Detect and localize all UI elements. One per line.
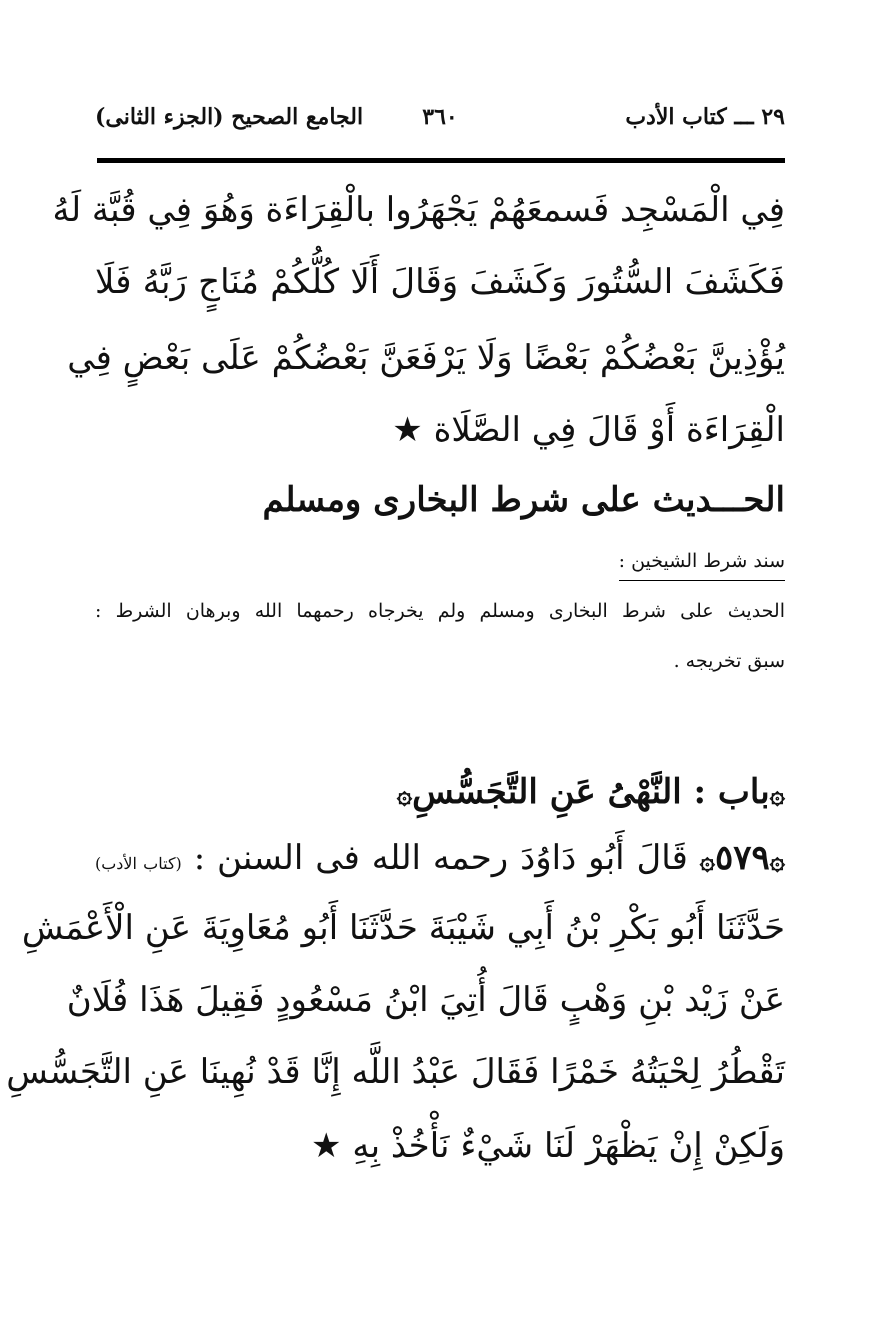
hadith-intro: قَالَ أَبُو دَاوُدَ رحمه الله فى السنن : xyxy=(193,838,688,878)
source-reference: (كتاب الأدب) xyxy=(95,854,182,873)
text-line: فِي الْمَسْجِد فَسمعَهُمْ يَجْهَرُوا بالْقِرَاءَة وَهُوَ فِي قُبَّة لَهُ xyxy=(52,190,785,230)
ornament-icon: ۞ xyxy=(769,780,785,810)
text-line: تَقْطُرُ لِحْيَتُهُ خَمْرًا فَقَالَ عَبْدُ اللَّه إِنَّا قَدْ نُهِينَا عَنِ التَّجَسُّسِ xyxy=(6,1052,785,1092)
chapter-title-text: باب : النَّهْىُ عَنِ التَّجَسُّسِ xyxy=(412,772,770,812)
note-line: سبق تخريجه . xyxy=(673,650,785,672)
running-chapter: ٢٩ ـــ كتاب الأدب xyxy=(625,104,785,130)
text-line: الْقِرَاءَة أَوْ قَالَ فِي الصَّلَاة ★ xyxy=(392,410,785,450)
text-line: فَكَشَفَ السُّتُورَ وَكَشَفَ وَقَالَ أَلَا كُلُّكُمْ مُنَاجٍ رَبَّهُ فَلَا xyxy=(95,262,785,302)
ornament-icon: ۞ xyxy=(699,846,715,876)
text-line: وَلَكِنْ إِنْ يَظْهَرْ لَنَا شَيْءٌ نَأْخُذْ بِهِ ★ xyxy=(311,1126,785,1166)
sanad-heading: سند شرط الشيخين : xyxy=(619,548,785,581)
ornament-icon: ۞ xyxy=(769,846,786,876)
page-number: ٣٦٠ xyxy=(422,104,458,130)
running-book-title: الجامع الصحيح (الجزء الثانى) xyxy=(95,104,364,130)
page-header xyxy=(95,104,785,144)
chapter-title xyxy=(397,770,785,817)
hadith-heading xyxy=(95,836,785,886)
grading-statement: الحـــديث على شرط البخارى ومسلم xyxy=(262,480,785,520)
hadith-number: ۞٥٧٩۞ xyxy=(699,838,786,878)
note-line: الحديث على شرط البخارى ومسلم ولم يخرجاه رحمهما الله وبرهان الشرط : xyxy=(95,600,785,622)
header-rule xyxy=(97,158,785,163)
text-line: حَدَّثَنَا أَبُو بَكْرِ بْنُ أَبِي شَيْبَةَ حَدَّثَنَا أَبُو مُعَاوِيَةَ عَنِ الْأَعْمَشِ xyxy=(21,908,785,948)
text-line: يُؤْذِينَّ بَعْضُكُمْ بَعْضًا وَلَا يَرْفَعَنَّ بَعْضُكُمْ عَلَى بَعْضٍ فِي xyxy=(67,338,785,378)
ornament-icon: ۞ xyxy=(396,780,413,810)
text-line: عَنْ زَيْد بْنِ وَهْبٍ قَالَ أُتِيَ ابْنُ مَسْعُودٍ فَقِيلَ هَذَا فُلَانٌ xyxy=(66,980,785,1020)
